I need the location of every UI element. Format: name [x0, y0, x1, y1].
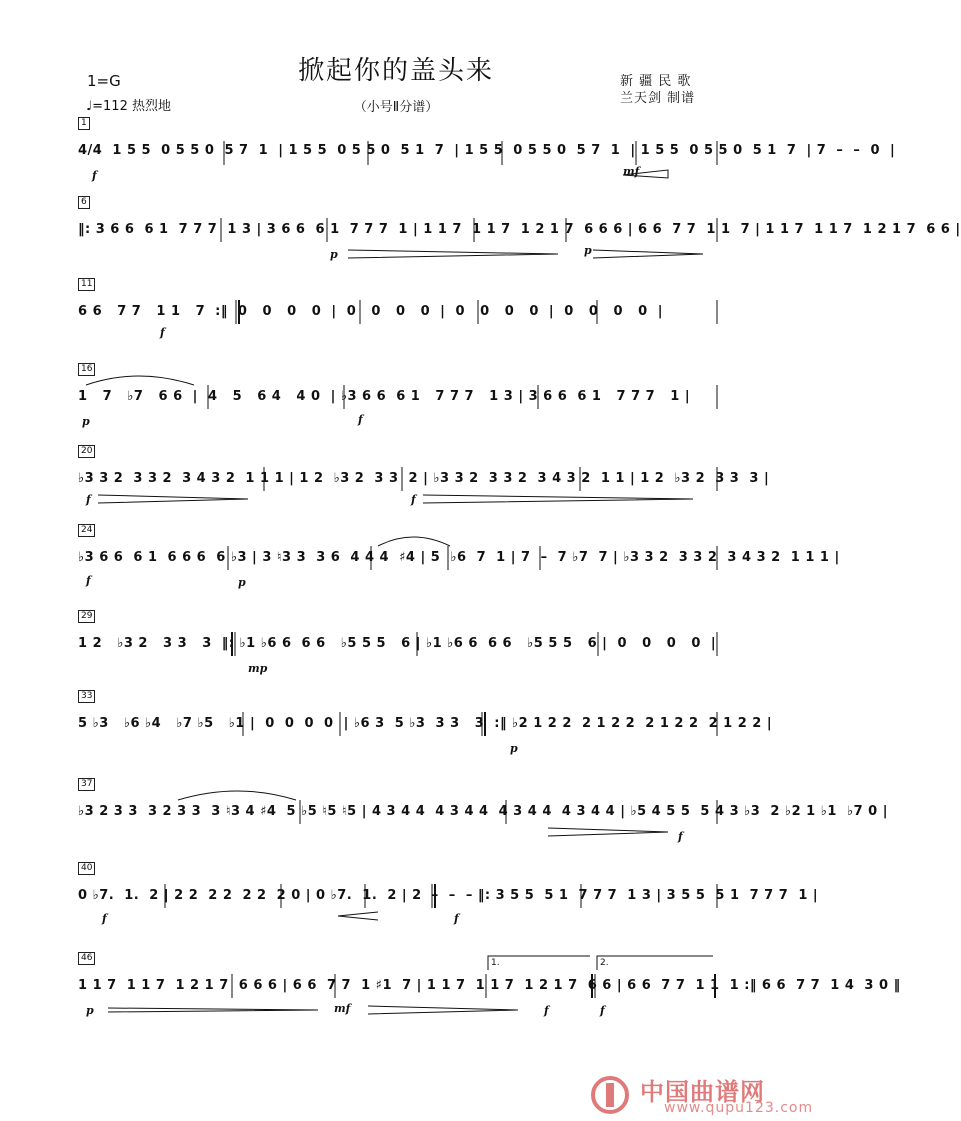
- volta-1: 1.: [491, 958, 500, 968]
- key-signature: 1=G: [87, 72, 121, 90]
- staff-line: [78, 278, 718, 348]
- dynamic-mark: f: [600, 1004, 605, 1017]
- measure-number: 46: [78, 952, 95, 965]
- staff-line: [78, 610, 718, 680]
- dynamic-mark: f: [358, 413, 363, 426]
- staff-line: [78, 445, 770, 515]
- credit-arranger: 兰天剑 制谱: [620, 91, 696, 106]
- watermark-site-name: 中国曲谱网: [640, 1077, 765, 1106]
- dynamic-mark: f: [160, 326, 165, 339]
- staff-line: [78, 363, 718, 433]
- site-logo-icon: [590, 1075, 630, 1115]
- dynamic-mark: mp: [248, 662, 268, 675]
- staff-line: [78, 196, 961, 266]
- notation-text: 0 ♭7. 1. 2 | 2 2 2 2 2 2 2 0 | 0 ♭7. 1. 2 | 2 – – – ‖: 3 5 5 5 1 7 7 7 1 3 | 3 5 5 5 1 7 7 7 1 |: [78, 888, 819, 903]
- measure-number: 20: [78, 445, 95, 458]
- dynamic-mark: f: [92, 169, 97, 182]
- dynamic-mark: f: [86, 493, 91, 506]
- notation-text: 5 ♭3 ♭6 ♭4 ♭7 ♭5 ♭1 | 0 0 0 0 | ♭6 3 5 ♭3 3 3 3 :‖ ♭2 1 2 2 2 1 2 2 2 1 2 2 2 1 2 2 |: [78, 716, 773, 731]
- page-title: 掀起你的盖头来: [297, 56, 494, 86]
- measure-number: 40: [78, 862, 95, 875]
- notation-text: 1 7 ♭7 6 6 | 4 5 6 4 4 0 | ♭3 6 6 6 1 7 7 7 1 3 | 3 6 6 6 1 7 7 7 1 |: [78, 389, 691, 404]
- dynamic-mark: p: [330, 248, 338, 261]
- dynamic-mark: f: [411, 493, 416, 506]
- notation-text: ♭3 6 6 6 1 6 6 6 6 ♭3 | 3 ♮3 3 3 6 4 4 4 ♯4 | 5 ♭6 7 1 | 7 – 7 ♭7 7 | ♭3 3 2 3 3 2 3 4 3 2 1 1 1 |: [78, 550, 840, 565]
- notation-text: 4/4 1 5 5 0 5 5 0 5 7 1 | 1 5 5 0 5 5 0 5 1 7 | 1 5 5 0 5 5 0 5 7 1 | 1 5 5 0 5 5 0 5 1 7 | 7 – – 0 |: [78, 143, 896, 158]
- measure-number: 29: [78, 610, 95, 623]
- part-subtitle: （小号Ⅱ分谱）: [353, 100, 439, 115]
- dynamic-mark: p: [238, 576, 246, 589]
- notation-text: ♭3 2 3 3 3 2 3 3 3 ♮3 4 ♯4 5 ♭5 ♮5 ♮5 | 4 3 4 4 4 3 4 4 4 3 4 4 4 3 4 4 | ♭5 4 5 5 5 4 3 ♭3 2 ♭2 1 ♭1 ♭7 0 |: [78, 804, 888, 819]
- notation-text: ‖: 3 6 6 6 1 7 7 7 1 3 | 3 6 6 6 1 7 7 7 1 | 1 1 7 1 1 7 1 2 1 7 6 6 6 | 6 6 7 7 1 1 7 | 1 1 7 1 1 7 1 2 1 7 6 6 |: [78, 222, 961, 237]
- dynamic-mark: f: [544, 1004, 549, 1017]
- dynamic-mark: mf: [623, 165, 640, 178]
- dynamic-mark: f: [86, 574, 91, 587]
- staff-line: [78, 117, 896, 187]
- watermark-url: www.qupu123.com: [664, 1100, 814, 1116]
- notation-text: 6 6 7 7 1 1 7 :‖ 0 0 0 0 | 0 0 0 0 | 0 0 0 0 | 0 0 0 0 |: [78, 304, 663, 319]
- dynamic-mark: f: [454, 912, 459, 925]
- volta-2: 2.: [600, 958, 609, 968]
- credit-origin: 新 疆 民 歌: [620, 74, 692, 89]
- dynamic-mark: mf: [334, 1002, 351, 1015]
- measure-number: 1: [78, 117, 90, 130]
- dynamic-mark: f: [102, 912, 107, 925]
- staff-line: [78, 778, 888, 848]
- measure-number: 16: [78, 363, 95, 376]
- notation-text: 1 2 ♭3 2 3 3 3 ‖: ♭1 ♭6 6 6 6 ♭5 5 5 6 | ♭1 ♭6 6 6 6 ♭5 5 5 6 | 0 0 0 0 |: [78, 636, 717, 651]
- measure-number: 37: [78, 778, 95, 791]
- tempo-marking: ♩=112 热烈地: [86, 99, 171, 114]
- staff-line: [78, 952, 901, 1022]
- staff-line: [78, 524, 840, 594]
- notation-text: 1 1 7 1 1 7 1 2 1 7 6 6 6 | 6 6 7 7 1 ♯1 7 | 1 1 7 1 1 7 1 2 1 7 6 6 | 6 6 7 7 1 1 1 :‖ 6 6 7 7 1 4 3 0 ‖: [78, 978, 901, 993]
- dynamic-mark: p: [82, 415, 90, 428]
- measure-number: 33: [78, 690, 95, 703]
- measure-number: 24: [78, 524, 95, 537]
- notation-text: ♭3 3 2 3 3 2 3 4 3 2 1 1 1 | 1 2 ♭3 2 3 3 2 | ♭3 3 2 3 3 2 3 4 3 2 1 1 | 1 2 ♭3 2 3 3 3 |: [78, 471, 770, 486]
- dynamic-mark: p: [86, 1004, 94, 1017]
- measure-number: 11: [78, 278, 95, 291]
- staff-line: [78, 862, 819, 932]
- dynamic-mark: p: [584, 244, 592, 257]
- dynamic-mark: p: [510, 742, 518, 755]
- staff-line: [78, 690, 773, 760]
- measure-number: 6: [78, 196, 90, 209]
- dynamic-mark: f: [678, 830, 683, 843]
